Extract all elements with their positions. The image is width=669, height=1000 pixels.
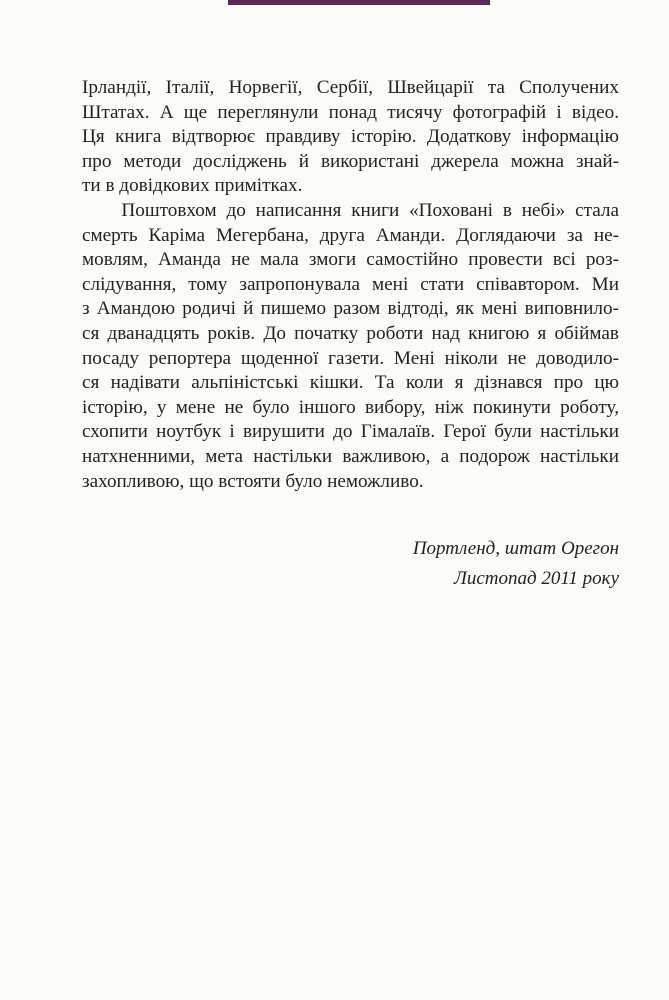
text-line: ся дванадцять років. До початку роботи над книгою я обіймав xyxy=(82,322,619,344)
signature-place: Портленд, штат Орегон xyxy=(412,538,619,559)
text-line: захопливою, що встояти було неможливо. xyxy=(82,470,424,492)
text-line: натхненними, мета настільки важливою, а подорож настільки xyxy=(82,445,619,467)
text-line: Поштовхом до написання книги «Поховані в небі» стала xyxy=(82,199,619,221)
text-line: схопити ноутбук і вирушити до Гімалаїв. Герої були настільки xyxy=(82,421,619,443)
text-line: мовлям, Аманда не мала змоги самостійно провести всі роз- xyxy=(82,249,619,271)
text-line: Ірландії, Італії, Норвегії, Сербії, Швейцарії та Сполучених xyxy=(82,77,619,98)
text-line: з Амандою родичі й пишемо разом відтоді, як мені виповнило- xyxy=(82,298,619,320)
text-line: слідування, тому запропонувала мені стати співавтором. Ми xyxy=(82,273,619,295)
signature-date: Листопад 2011 року xyxy=(453,568,619,589)
text-line: посаду репортера щоденної газети. Мені ніколи не доводило- xyxy=(82,347,619,369)
text-line: історію, у мене не було іншого вибору, ніж покинути роботу, xyxy=(82,396,619,418)
text-line: смерть Каріма Мегербана, друга Аманди. Доглядаючи за не- xyxy=(82,224,619,246)
text-line: Ця книга відтворює правдиву історію. Додаткову інформацію xyxy=(82,126,619,148)
text-line: ся надівати альпіністські кішки. Та коли я дізнався про цю xyxy=(82,372,619,394)
text-line: про методи досліджень й використані джерела можна знай- xyxy=(82,150,619,172)
text-line: ти в довідкових примітках. xyxy=(82,175,303,197)
top-color-band xyxy=(228,0,490,5)
body-text xyxy=(82,76,619,494)
signature xyxy=(413,534,619,594)
text-line: Штатах. А ще переглянули понад тисячу фотографій і відео. xyxy=(82,101,619,123)
